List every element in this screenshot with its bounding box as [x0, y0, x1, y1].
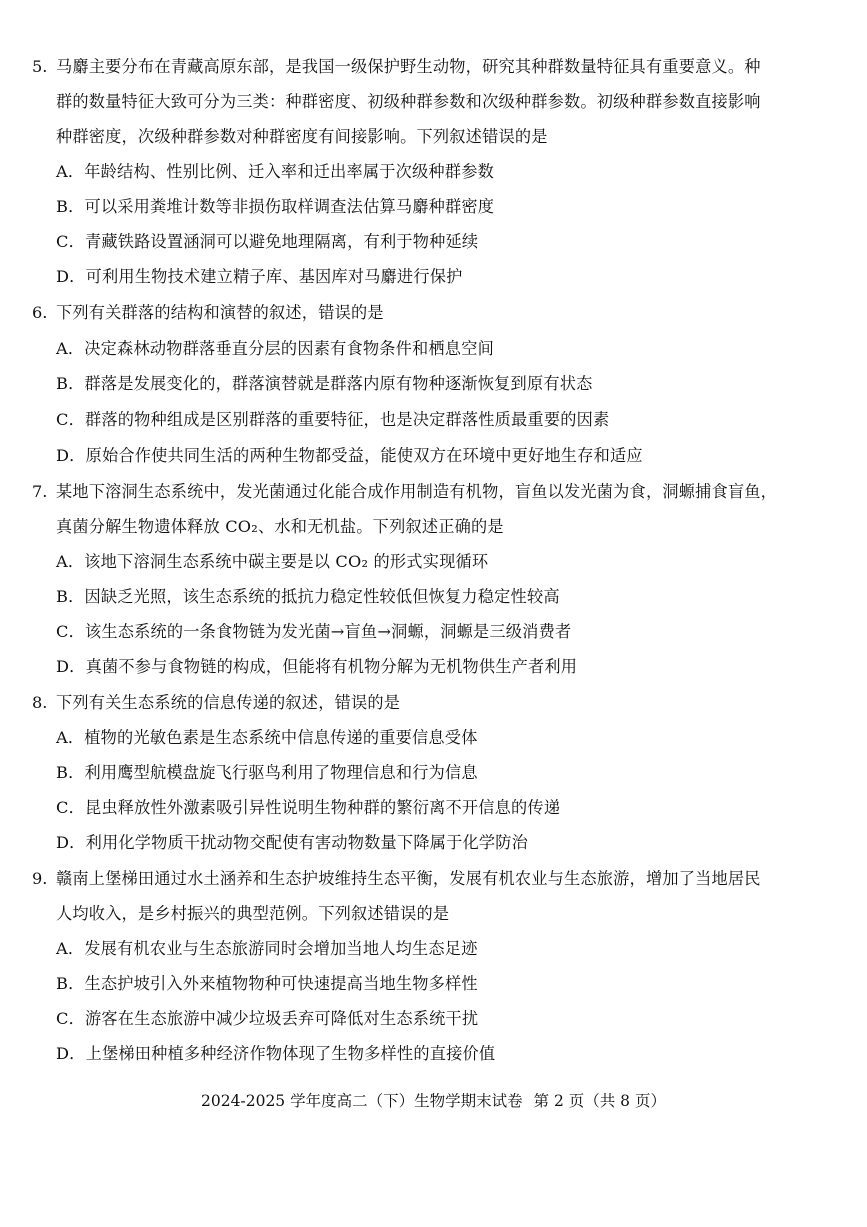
option-b: B．因缺乏光照，该生态系统的抵抗力稳定性较低但恢复力稳定性较高 [56, 587, 560, 606]
option-c: C．青藏铁路设置涵洞可以避免地理隔离，有利于物种延续 [56, 232, 479, 251]
option-a: A．发展有机农业与生态旅游同时会增加当地人均生态足迹 [56, 939, 478, 958]
option-c: C．群落的物种组成是区别群落的重要特征，也是决定群落性质最重要的因素 [56, 410, 610, 429]
question-stem-line: 人均收入，是乡村振兴的典型范例。下列叙述错误的是 [56, 904, 450, 923]
question-stem-line: 群的数量特征大致可分为三类：种群密度、初级种群参数和次级种群参数。初级种群参数直接影响 [56, 92, 761, 111]
page-footer [0, 1090, 867, 1112]
option-a: A．该地下溶洞生态系统中碳主要是以 CO₂ 的形式实现循环 [56, 552, 489, 571]
question-stem-line: 某地下溶洞生态系统中，发光菌通过化能合成作用制造有机物，盲鱼以发光菌为食，洞螈捕食盲鱼， [56, 482, 778, 501]
question-stem-line: 马麝主要分布在青藏高原东部，是我国一级保护野生动物，研究其种群数量特征具有重要意义。种 [56, 57, 761, 76]
question-number: 8. [32, 693, 48, 712]
question-stem-line: 种群密度，次级种群参数对种群密度有间接影响。下列叙述错误的是 [56, 127, 548, 146]
question-stem-line: 下列有关生态系统的信息传递的叙述，错误的是 [56, 693, 401, 712]
option-a: A．植物的光敏色素是生态系统中信息传递的重要信息受体 [56, 728, 478, 747]
option-d: D．可利用生物技术建立精子库、基因库对马麝进行保护 [56, 267, 463, 286]
option-c: C．昆虫释放性外激素吸引异性说明生物种群的繁衍离不开信息的传递 [56, 798, 561, 817]
question-number: 5. [32, 57, 48, 76]
option-a: A．年龄结构、性别比例、迁入率和迁出率属于次级种群参数 [56, 162, 494, 181]
question-number: 7. [32, 482, 48, 501]
option-b: B．生态护坡引入外来植物物种可快速提高当地生物多样性 [56, 974, 478, 993]
option-b: B．群落是发展变化的，群落演替就是群落内原有物种逐渐恢复到原有状态 [56, 374, 593, 393]
question-stem-line: 赣南上堡梯田通过水土涵养和生态护坡维持生态平衡，发展有机农业与生态旅游，增加了当地居民 [56, 869, 761, 888]
question-stem-line: 下列有关群落的结构和演替的叙述，错误的是 [56, 303, 384, 322]
option-d: D．利用化学物质干扰动物交配使有害动物数量下降属于化学防治 [56, 833, 529, 852]
option-b: B．可以采用粪堆计数等非损伤取样调查法估算马麝种群密度 [56, 197, 495, 216]
option-d: D．真菌不参与食物链的构成，但能将有机物分解为无机物供生产者利用 [56, 657, 578, 676]
option-b: B．利用鹰型航模盘旋飞行驱鸟利用了物理信息和行为信息 [56, 763, 478, 782]
page-info: 第 2 页（共 8 页） [533, 1092, 666, 1110]
exam-title: 2024-2025 学年度高二（下）生物学期末试卷 [201, 1092, 523, 1110]
question-number: 9. [32, 869, 48, 888]
question-stem-line: 真菌分解生物遗体释放 CO₂、水和无机盐。下列叙述正确的是 [56, 517, 504, 536]
option-c: C．游客在生态旅游中减少垃圾丢弃可降低对生态系统干扰 [56, 1009, 479, 1028]
option-d: D．原始合作使共同生活的两种生物都受益，能使双方在环境中更好地生存和适应 [56, 446, 643, 465]
option-d: D．上堡梯田种植多种经济作物体现了生物多样性的直接价值 [56, 1044, 496, 1063]
option-a: A．决定森林动物群落垂直分层的因素有食物条件和栖息空间 [56, 339, 494, 358]
question-number: 6. [32, 303, 48, 322]
option-c: C．该生态系统的一条食物链为发光菌→盲鱼→洞螈，洞螈是三级消费者 [56, 622, 572, 641]
